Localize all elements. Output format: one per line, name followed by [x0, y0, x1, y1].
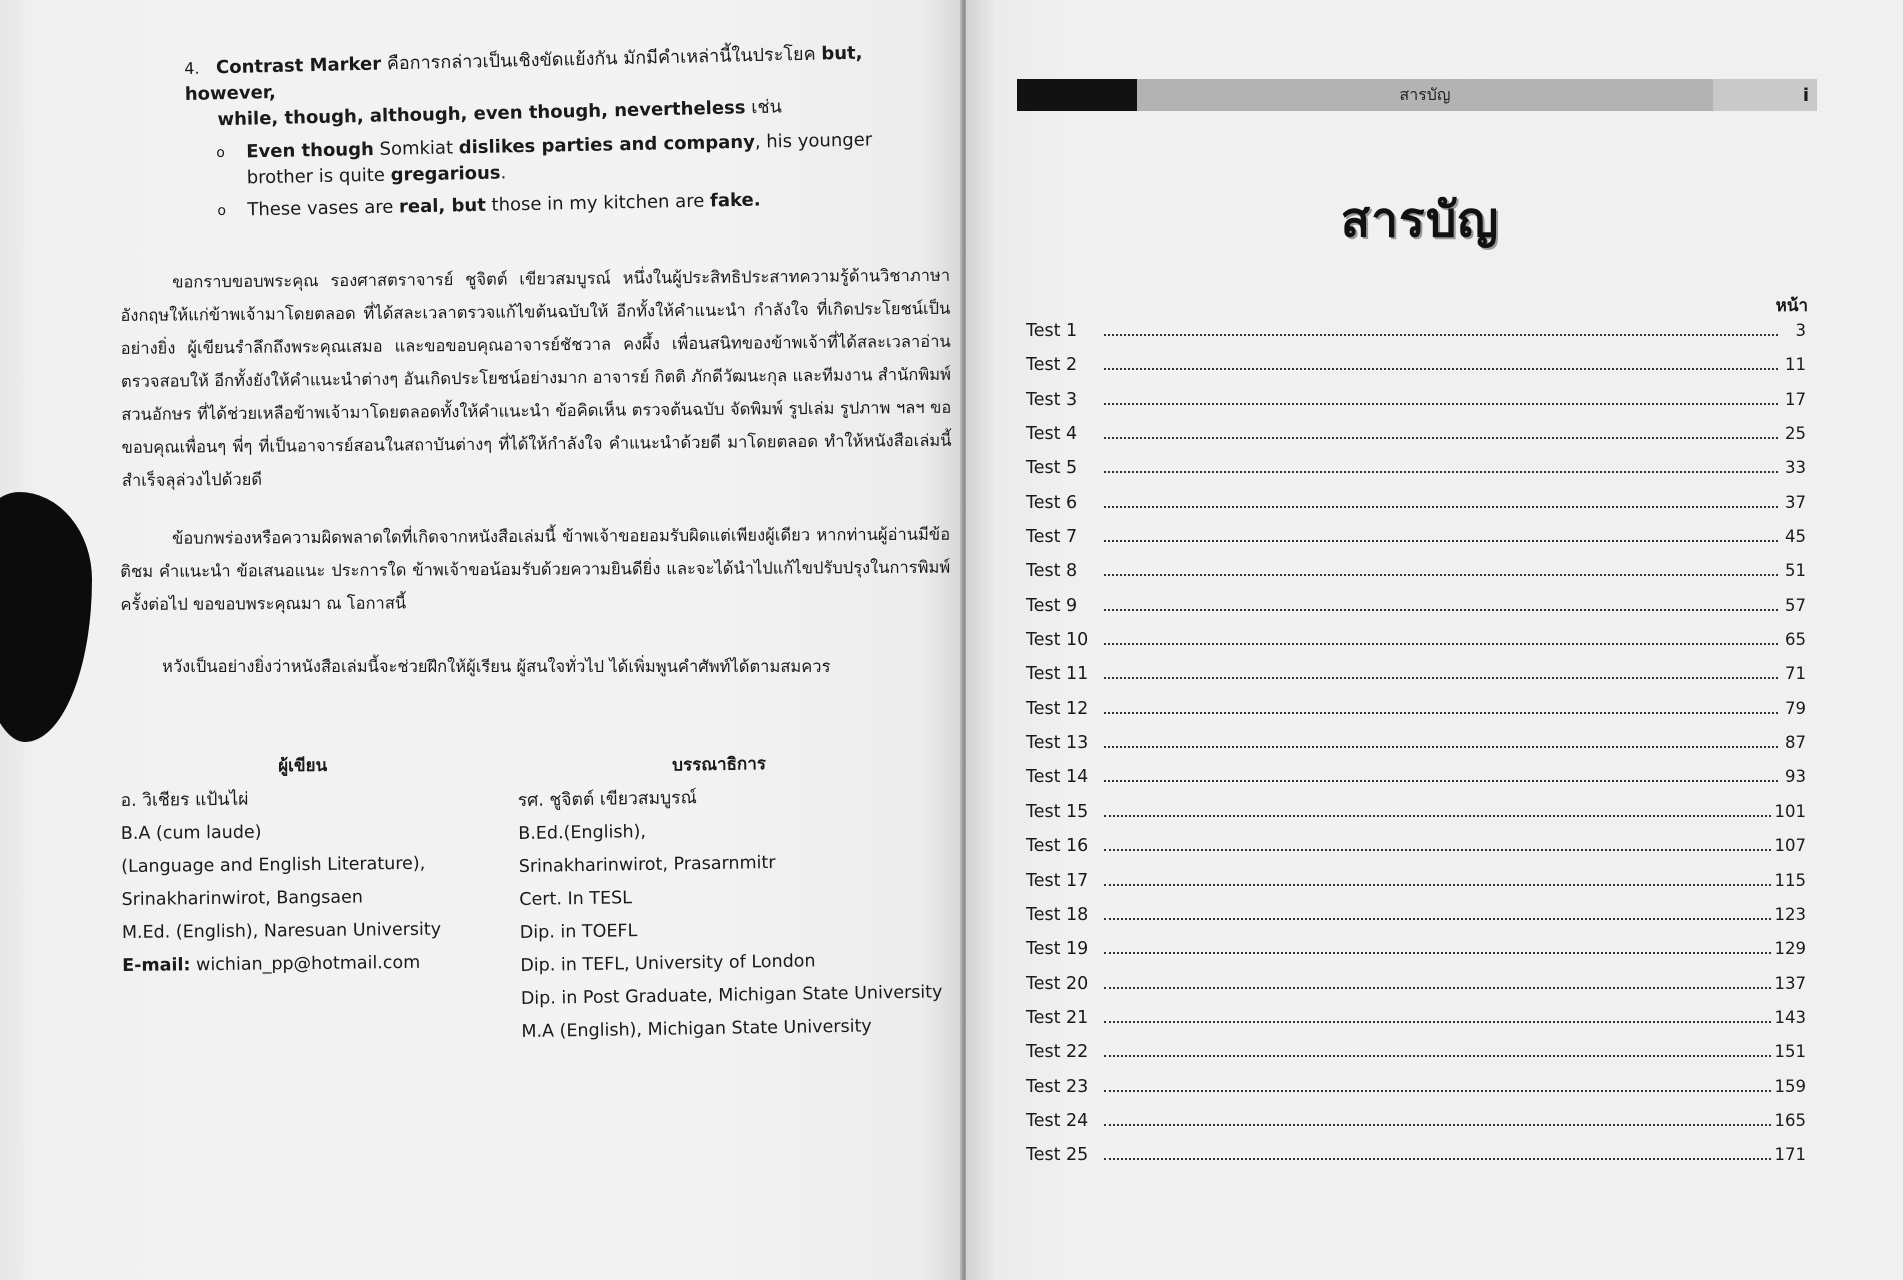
- toc-entry-label: Test 8: [1026, 561, 1078, 582]
- toc-entry-label: Test 21: [1026, 1007, 1089, 1028]
- editor-line: Dip. in TEFL, University of London: [520, 951, 816, 976]
- toc-entry[interactable]: [1026, 424, 1806, 458]
- toc-entry[interactable]: [1026, 355, 1806, 389]
- toc-entry-page: 129: [1774, 939, 1806, 959]
- toc-entry-label: Test 22: [1026, 1042, 1089, 1063]
- toc-entry-label: Test 1: [1026, 321, 1078, 341]
- toc-entry-label: Test 15: [1026, 801, 1089, 822]
- item-number: 4.: [184, 58, 200, 78]
- editor-credits: [517, 745, 962, 1049]
- toc-entry-page: 17: [1785, 389, 1806, 409]
- markers-1: but, however,: [184, 42, 863, 106]
- toc-entry[interactable]: [1026, 664, 1806, 698]
- example-text: [246, 126, 937, 191]
- toc-title: สารบัญ: [1340, 192, 1500, 248]
- toc-entry-page: 11: [1785, 355, 1806, 375]
- header-page-number: i: [1713, 79, 1817, 111]
- toc-entry-label: Test 19: [1026, 939, 1089, 960]
- toc-entry-label: Test 24: [1026, 1110, 1089, 1131]
- toc-entry[interactable]: [1026, 767, 1806, 801]
- toc-entry[interactable]: [1026, 733, 1806, 767]
- toc-leader-dots: [1104, 917, 1771, 920]
- toc-entry[interactable]: [1026, 493, 1806, 527]
- toc-entry-page: 25: [1785, 424, 1806, 444]
- toc-entry-page: 123: [1774, 904, 1806, 924]
- toc-leader-dots: [1104, 814, 1771, 817]
- toc-leader-dots: [1104, 1089, 1771, 1092]
- bold-fragment: gregarious: [390, 162, 501, 186]
- editor-line: Dip. in Post Graduate, Michigan State University: [520, 982, 943, 1009]
- toc-entry[interactable]: [1026, 561, 1806, 595]
- toc-entry[interactable]: [1026, 1008, 1806, 1042]
- toc-entry-label: Test 14: [1026, 767, 1089, 788]
- toc-leader-dots: [1104, 470, 1778, 473]
- toc-entry-page: 65: [1785, 630, 1806, 650]
- toc-entry-page: 107: [1774, 836, 1806, 856]
- thumb-shadow: [0, 492, 92, 742]
- toc-leader-dots: [1104, 676, 1778, 679]
- toc-entry-label: Test 4: [1026, 424, 1078, 445]
- toc-entry[interactable]: [1026, 527, 1806, 561]
- toc-entry-page: 101: [1774, 801, 1806, 821]
- hope-paragraph: [120, 650, 950, 683]
- toc-entry-page: 159: [1774, 1076, 1806, 1096]
- toc-entry-label: Test 17: [1026, 870, 1089, 891]
- toc-entry-label: Test 20: [1026, 973, 1089, 994]
- toc-entry-page: 51: [1785, 561, 1806, 581]
- term-suffix: เช่น: [750, 96, 783, 119]
- paragraph-text: หวังเป็นอย่างยิ่งว่าหนังสือเล่มนี้จะช่วยฝึกให้ผู้เรียน ผู้สนใจทั่วไป ได้เพิ่มพูนคำศัพท์ได้ตามสมควร: [162, 657, 831, 676]
- toc-leader-dots: [1104, 436, 1778, 439]
- text-fragment: Somkiat: [373, 137, 459, 160]
- toc-entry-label: Test 7: [1026, 527, 1078, 548]
- toc-leader-dots: [1104, 779, 1778, 782]
- author-line: Srinakharinwirot, Bangsaen: [121, 887, 364, 910]
- text-fragment: , his younger brother is quite: [246, 129, 873, 189]
- apology-paragraph: [120, 518, 951, 621]
- toc-entry[interactable]: [1026, 974, 1806, 1008]
- toc-entry-label: Test 16: [1026, 836, 1089, 857]
- editor-line: Cert. In TESL: [519, 888, 633, 910]
- editor-line: Dip. in TOEFL: [519, 921, 638, 943]
- toc-entry[interactable]: [1026, 836, 1806, 870]
- header-bar: [1017, 79, 1817, 111]
- author-heading: ผู้เขียน: [278, 755, 328, 777]
- toc-leader-dots: [1104, 1123, 1771, 1126]
- toc-entry[interactable]: [1026, 390, 1806, 424]
- paragraph-text: ขอกราบขอบพระคุณ รองศาสตราจารย์ ชูจิตต์ เขียวสมบูรณ์ หนึ่งในผู้ประสิทธิประสาทความรู้ด้านวิชาภาษาอังกฤษให้แก่ข้าพเจ้ามาโดยตลอด ที่ได้สละเวลาตรวจแก้ไขต้นฉบับให้ อีกทั้งให้คำแนะนำ กำลังใจ ที่เกิดประโยชน์เป็นอย่างยิ่ง ผู้เขียนรำลึกถึงพระคุณเสมอ และขอขอบคุณอาจารย์ชัชวาล คงผึ้ง เพื่อนสนิทของข้าพเจ้าที่ได้สละเวลาอ่านตรวจสอบให้ อีกทั้งยังให้คำแนะนำต่างๆ อันเกิดประโยชน์อย่างมาก อาจารย์ กิตติ ภักดีวัฒนะกุล และทีมงาน สำนักพิมพ์ สวนอักษร ที่ได้ช่วยเหลือข้าพเจ้ามาโดยตลอดทั้งให้คำแนะนำ ข้อคิดเห็น ตรวจต้นฉบับ จัดพิมพ์ รูปเล่ม รูปภาพ ฯลฯ ขอขอบคุณเพื่อนๆ พี่ๆ ที่เป็นอาจารย์สอนในสถาบันต่างๆ ที่ได้ให้กำลังใจ คำแนะนำด้วยดี มาโดยตลอด ทำให้หนังสือเล่มนี้สำเร็จลุล่วงไปด้วยดี: [120, 265, 952, 490]
- author-line: M.Ed. (English), Naresuan University: [121, 919, 442, 943]
- toc-entry[interactable]: [1026, 630, 1806, 664]
- toc-entry-page: 143: [1774, 1007, 1806, 1027]
- toc-entry-page: 93: [1785, 767, 1806, 787]
- toc-leader-dots: [1104, 505, 1778, 508]
- toc-entry-label: Test 5: [1026, 458, 1078, 479]
- toc-entry[interactable]: [1026, 1042, 1806, 1076]
- toc-entry[interactable]: [1026, 1111, 1806, 1145]
- toc-leader-dots: [1104, 608, 1778, 611]
- email-label: E-mail:: [122, 955, 191, 976]
- toc-entry-page: 115: [1774, 870, 1806, 890]
- toc-entry-label: Test 2: [1026, 355, 1078, 376]
- editor-name: รศ. ชูจิตต์ เขียวสมบูรณ์: [517, 788, 697, 811]
- toc-leader-dots: [1104, 848, 1771, 851]
- toc-leader-dots: [1104, 1157, 1771, 1160]
- toc-entry-page: 165: [1774, 1110, 1806, 1130]
- toc-leader-dots: [1104, 951, 1771, 954]
- toc-leader-dots: [1104, 1054, 1771, 1057]
- example-list: [216, 126, 938, 230]
- toc-entry-page: 137: [1774, 973, 1806, 993]
- toc-entry[interactable]: [1026, 905, 1806, 939]
- editor-heading: บรรณาธิการ: [672, 754, 767, 776]
- toc-entry-page: 45: [1785, 527, 1806, 547]
- bullet: o: [217, 203, 227, 220]
- bold-fragment: real, but: [398, 195, 487, 218]
- toc-entry-label: Test 3: [1026, 389, 1078, 410]
- text-fragment: those in my kitchen are: [485, 190, 711, 217]
- term-description: คือการกล่าวเป็นเชิงขัดแย้งกัน มักมีคำเหล่านี้ในประโยค: [386, 43, 816, 75]
- acknowledgement-paragraph: [120, 259, 952, 497]
- toc-entry[interactable]: [1026, 802, 1806, 836]
- bold-fragment: fake.: [709, 189, 761, 212]
- toc-entry-page: 79: [1785, 698, 1806, 718]
- toc-entry-label: Test 23: [1026, 1076, 1089, 1097]
- toc-entry[interactable]: [1026, 1145, 1806, 1179]
- toc-entry-label: Test 6: [1026, 492, 1078, 513]
- author-line: (Language and English Literature),: [121, 853, 426, 877]
- toc-leader-dots: [1104, 642, 1778, 645]
- author-credits: [120, 749, 452, 983]
- toc-entry-page: 33: [1785, 458, 1806, 478]
- toc-entry[interactable]: [1026, 596, 1806, 630]
- author-line: B.A (cum laude): [120, 822, 262, 844]
- toc-entry[interactable]: [1026, 1077, 1806, 1111]
- toc-entry-label: Test 11: [1026, 664, 1089, 685]
- text-fragment: .: [500, 162, 507, 184]
- toc-entry[interactable]: [1026, 871, 1806, 905]
- bullet: o: [216, 144, 225, 161]
- toc-leader-dots: [1104, 333, 1778, 336]
- toc-leader-dots: [1104, 883, 1771, 886]
- toc-leader-dots: [1104, 1020, 1771, 1023]
- toc-entry[interactable]: [1026, 458, 1806, 492]
- toc-entry-page: 87: [1785, 733, 1806, 753]
- toc-entry-page: 151: [1774, 1042, 1806, 1062]
- toc-entry-label: Test 18: [1026, 904, 1089, 925]
- toc-entry-page: 37: [1785, 492, 1806, 512]
- editor-line: M.A (English), Michigan State University: [521, 1016, 872, 1042]
- toc-entry-page: 57: [1785, 595, 1806, 615]
- toc-leader-dots: [1104, 539, 1778, 542]
- toc-leader-dots: [1104, 402, 1778, 405]
- toc-leader-dots: [1104, 745, 1778, 748]
- list-item: [216, 126, 937, 192]
- toc-entry[interactable]: [1026, 321, 1806, 355]
- toc-entry-page: 3: [1795, 321, 1806, 340]
- list-item: [217, 184, 937, 224]
- header-bar-label: สารบัญ: [1399, 84, 1451, 104]
- example-text: [247, 188, 761, 224]
- author-email-line: [122, 947, 452, 983]
- toc-entry[interactable]: [1026, 699, 1806, 733]
- contrast-marker-item: [184, 39, 938, 134]
- editor-line: Srinakharinwirot, Prasarnmitr: [518, 852, 776, 877]
- toc-entry-label: Test 10: [1026, 630, 1089, 651]
- page-column-label: หน้า: [1775, 296, 1808, 316]
- toc-entry-label: Test 9: [1026, 595, 1078, 616]
- bold-fragment: Even though: [246, 138, 375, 163]
- toc-entry-page: 71: [1785, 664, 1806, 684]
- toc-entry-label: Test 25: [1026, 1145, 1089, 1166]
- toc-leader-dots: [1104, 367, 1778, 370]
- toc-leader-dots: [1104, 711, 1778, 714]
- toc-entry-label: Test 13: [1026, 733, 1089, 754]
- toc-leader-dots: [1104, 573, 1778, 576]
- term: Contrast Marker: [215, 53, 382, 79]
- toc-entry-label: Test 12: [1026, 698, 1089, 719]
- markers-2: while, though, although, even though, nevertheless: [217, 97, 746, 131]
- header-bar-dark-block: [1017, 79, 1137, 111]
- toc-leader-dots: [1104, 986, 1771, 989]
- table-of-contents: [1026, 321, 1806, 1180]
- email-address: wichian_pp@hotmail.com: [195, 952, 421, 976]
- author-name: อ. วิเชียร แป้นไผ่: [120, 789, 249, 811]
- text-fragment: These vases are: [247, 196, 400, 221]
- toc-entry[interactable]: [1026, 939, 1806, 973]
- bold-fragment: dislikes parties and company: [458, 131, 756, 159]
- toc-entry-page: 171: [1774, 1145, 1806, 1165]
- editor-line: B.Ed.(English),: [518, 821, 647, 844]
- paragraph-text: ข้อบกพร่องหรือความผิดพลาดใดที่เกิดจากหนังสือเล่มนี้ ข้าพเจ้าขอยอมรับผิดแต่เพียงผู้เดียว หากท่านผู้อ่านมีข้อติชม คำแนะนำ ข้อเสนอแนะ ประการใด ข้าพเจ้าขอน้อมรับด้วยความยินดียิ่ง และจะได้นำไปแก้ไขปรับปรุงในการพิมพ์ครั้งต่อไป ขอขอบพระคุณมา ณ โอกาสนี้: [120, 524, 951, 614]
